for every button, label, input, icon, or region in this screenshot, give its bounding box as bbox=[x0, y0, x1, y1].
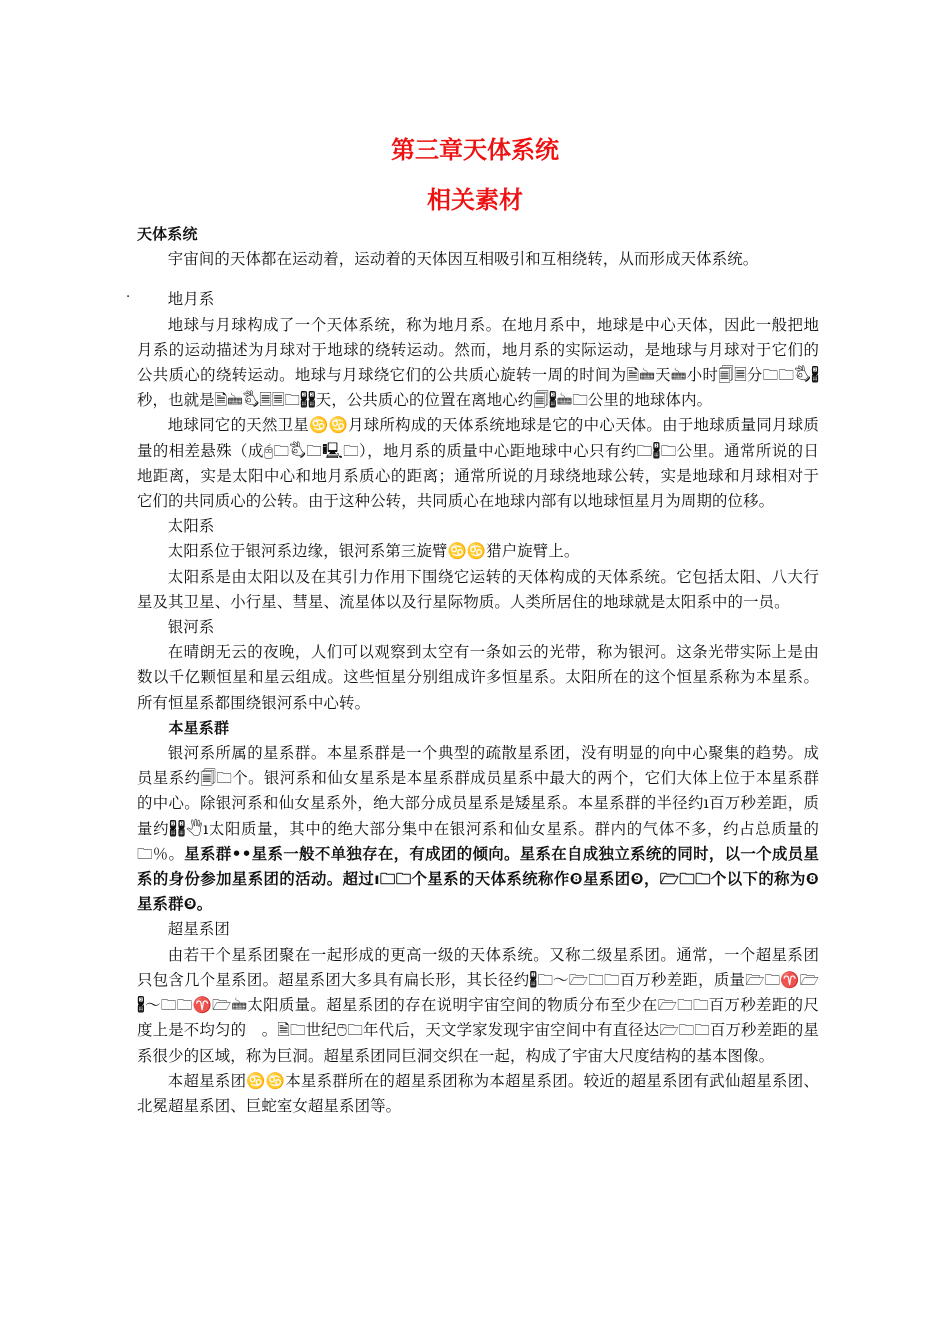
paragraph-local-group-text: 银河系所属的星系群。本星系群是一个典型的疏散星系团，没有明显的向中心聚集的趋势。成员星系约🗐🗀个。银河系和仙女星系是本星系群成员星系中最大的两个，它们大体上位于本星系群的中心。除银河系和仙女星系外，绝大部分成员星系是矮星系。本星系群的半径约ı百万秒差距，质量约🖁🖁🖑ı太阳质量，其中的绝大部分集中在银河系和仙女星系。群内的气体不多，约占总质量的🗀％。 bbox=[137, 744, 819, 863]
paragraph-local-group bbox=[137, 741, 819, 917]
spacer bbox=[137, 272, 819, 287]
paragraph-solar-system-2: 太阳系是由太阳以及在其引力作用下围绕它运转的天体构成的天体系统。它包括太阳、八大行星及其卫星、小行星、彗星、流星体以及行星际物质。人类所居住的地球就是太阳系中的一员。 bbox=[137, 567, 819, 611]
paragraph-celestial-system: 宇宙间的天体都在运动着，运动着的天体因互相吸引和互相绕转，从而形成天体系统。 bbox=[167, 250, 759, 269]
document-subtitle: 相关素材 bbox=[427, 186, 523, 214]
section-heading-local-group: 本星系群 bbox=[168, 718, 230, 737]
paragraph-solar-system-1: 太阳系位于银河系边缘，银河系第三旋臂♋♋猎户旋臂上。 bbox=[167, 542, 580, 561]
paragraph-local-group-bold: 星系群••星系一般不单独存在，有成团的倾向。星系在自成独立系统的同时，以一个成员星系的身份参加星系团的活动。超过ı🗀🗀个星系的天体系统称作❽星系团❾，🗁🗀🗀个以下的称为❽星系群❾。 bbox=[137, 844, 820, 914]
paragraph-milky-way: 在晴朗无云的夜晚，人们可以观察到太空有一条如云的光带，称为银河。这条光带实际上是由数以千亿颗恒星和星云组成。这些恒星分别组成许多恒星系。太阳所在的这个恒星系称为本星系。所有恒星系都围绕银河系中心转。 bbox=[137, 643, 819, 712]
document-body bbox=[137, 222, 819, 1119]
paragraph-supercluster-1: 由若干个星系团聚在一起形成的更高一级的天体系统。又称二级星系团。通常，一个超星系团只包含几个星系团。超星系团大多具有扁长形，其长径约🖁🗀～🗁🗀🗀百万秒差距，质量🗁🗀♈🗁🖁～🗀🗀♈🗁🖮太阳质量。超星系团的存在说明宇宙空间的物质分布至少在🗁🗀🗀百万秒差距的尺度上是不均匀的 。🗎🗀世纪🖰🗀年代后，天文学家发现宇宙空间中有直径达🗁🗀🗀百万秒差距的星系很少的区域，称为巨洞。超星系团同巨洞交织在一起，构成了宇宙大尺度结构的基本图像。 bbox=[137, 945, 819, 1065]
section-heading-milky-way: 银河系 bbox=[167, 618, 215, 637]
paragraph-supercluster-2: 本超星系团♋♋本星系群所在的超星系团称为本超星系团。较近的超星系团有武仙超星系团、北冕超星系团、巨蛇室女超星系团等。 bbox=[137, 1071, 819, 1115]
document-title: 第三章天体系统 bbox=[391, 136, 559, 164]
paragraph-earth-moon-2: 地球同它的天然卫星♋♋月球所构成的天体系统地球是它的中心天体。由于地球质量同月球质量的相差悬殊（成🖰🗀🖏🗀🖳🗀），地月系的质量中心距地球中心只有约🗀🖁🗀公里。通常所说的日地距离，实是太阳中心和地月系质心的距离；通常所说的月球绕地球公转，实是地球和月球相对于它们的共同质心的公转。由于这种公转，共同质心在地球内部有以地球恒星月为周期的位移。 bbox=[137, 416, 819, 511]
section-heading-celestial-system: 天体系统 bbox=[137, 225, 198, 243]
section-heading-solar-system: 太阳系 bbox=[167, 517, 215, 536]
paragraph-earth-moon-1: 地球与月球构成了一个天体系统，称为地月系。在地月系中，地球是中心天体，因此一般把地月系的运动描述为月球对于地球的绕转运动。然而，地月系的实际运动，是地球与月球对于它们的公共质心的绕转运动。地球与月球绕它们的公共质心旋转一周的时间为🗎🖮天🖮小时🗐🗏分🗀🗀🖏🖁秒，也就是🗎🖮🖏🗏🗏🗀🖁🖁天，公共质心的位置在离地心约🗐🖁🖮🗀公里的地球体内。 bbox=[137, 315, 819, 410]
section-heading-earth-moon: 地月系 bbox=[167, 290, 215, 309]
stray-dot: . bbox=[126, 286, 131, 301]
section-heading-supercluster: 超星系团 bbox=[167, 920, 230, 939]
